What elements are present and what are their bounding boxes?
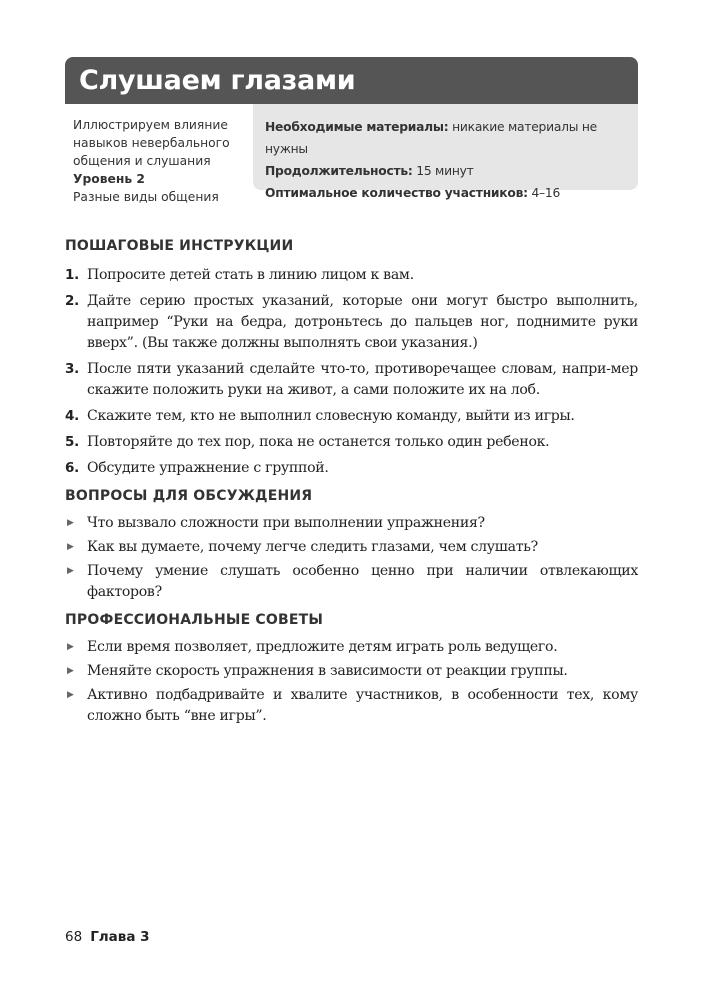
page-title: Слушаем глазами [65, 57, 638, 104]
question-item [65, 537, 638, 558]
tips-heading: ПРОФЕССИОНАЛЬНЫЕ СОВЕТЫ [65, 612, 324, 628]
duration-line [265, 160, 638, 182]
activity-card [65, 57, 638, 730]
participants-value: 4–16 [527, 186, 561, 200]
tip-text: Активно подбадривайте и хвалите участников, в особенности тех, кому сложно быть “вне игры”. [87, 687, 638, 724]
tip-item [65, 637, 638, 658]
questions-heading: ВОПРОСЫ ДЛЯ ОБСУЖДЕНИЯ [65, 488, 313, 504]
activity-description: Иллюстрируем влияние навыков невербального общения и слушания [73, 118, 230, 168]
question-text: Как вы думаете, почему легче следить глазами, чем слушать? [87, 539, 538, 555]
info-panel [65, 104, 638, 246]
materials-line [265, 116, 638, 160]
tip-text: Меняйте скорость упражнения в зависимости от реакции группы. [87, 663, 568, 679]
steps-section [65, 238, 638, 479]
chapter-label: Глава 3 [90, 929, 150, 945]
triangle-right-icon: ▶ [67, 690, 74, 700]
materials-label: Необходимые материалы: [265, 120, 449, 134]
tip-item [65, 661, 638, 682]
step-text: Обсудите упражнение с группой. [87, 460, 329, 476]
step-text: Повторяйте до тех пор, пока не останется только один ребенок. [87, 434, 550, 450]
triangle-right-icon: ▶ [67, 666, 74, 676]
steps-heading: ПОШАГОВЫЕ ИНСТРУКЦИИ [65, 238, 294, 254]
triangle-right-icon: ▶ [67, 566, 74, 576]
requirements-box [253, 104, 638, 200]
triangle-right-icon: ▶ [67, 518, 74, 528]
activity-category: Разные виды общения [73, 190, 219, 204]
tip-text: Если время позволяет, предложите детям играть роль ведущего. [87, 639, 558, 655]
step-item [65, 458, 638, 479]
triangle-right-icon: ▶ [67, 542, 74, 552]
duration-label: Продолжительность: [265, 164, 413, 178]
step-number: 3. [65, 361, 79, 377]
step-item [65, 359, 638, 401]
questions-list [65, 513, 638, 603]
questions-section [65, 488, 638, 603]
materials-value: никакие материалы не нужны [265, 120, 597, 156]
step-item [65, 291, 638, 354]
step-number: 4. [65, 408, 79, 424]
triangle-right-icon: ▶ [67, 642, 74, 652]
step-number: 5. [65, 434, 79, 450]
question-item [65, 513, 638, 534]
question-text: Что вызвало сложности при выполнении упражнения? [87, 515, 485, 531]
page-footer [65, 929, 150, 945]
step-number: 2. [65, 293, 79, 309]
tips-list [65, 637, 638, 727]
step-item [65, 406, 638, 427]
participants-label: Оптимальное количество участников: [265, 186, 528, 200]
step-text: Скажите тем, кто не выполнил словесную команду, выйти из игры. [87, 408, 575, 424]
question-text: Почему умение слушать особенно ценно при наличии отвлекающих факторов? [87, 563, 638, 600]
question-item [65, 561, 638, 603]
step-text: Дайте серию простых указаний, которые они могут быстро выполнить, например “Руки на бедра, дотроньтесь до пальцев ног, поднимите руки вверх”. (Вы также должны выполнять свои указания.) [87, 293, 638, 351]
activity-level: Уровень 2 [73, 172, 145, 186]
participants-line [265, 182, 638, 204]
steps-list [65, 265, 638, 479]
page-number: 68 [65, 929, 83, 945]
activity-summary [65, 104, 253, 246]
step-number: 6. [65, 460, 79, 476]
step-item [65, 432, 638, 453]
step-text: После пяти указаний сделайте что-то, противоречащее словам, напри-мер скажите положить руки на живот, а сами положите их на лоб. [87, 361, 638, 398]
step-item [65, 265, 638, 286]
tip-item [65, 685, 638, 727]
tips-section [65, 612, 638, 727]
step-number: 1. [65, 267, 79, 283]
step-text: Попросите детей стать в линию лицом к вам. [87, 267, 414, 283]
duration-value: 15 минут [412, 164, 474, 178]
